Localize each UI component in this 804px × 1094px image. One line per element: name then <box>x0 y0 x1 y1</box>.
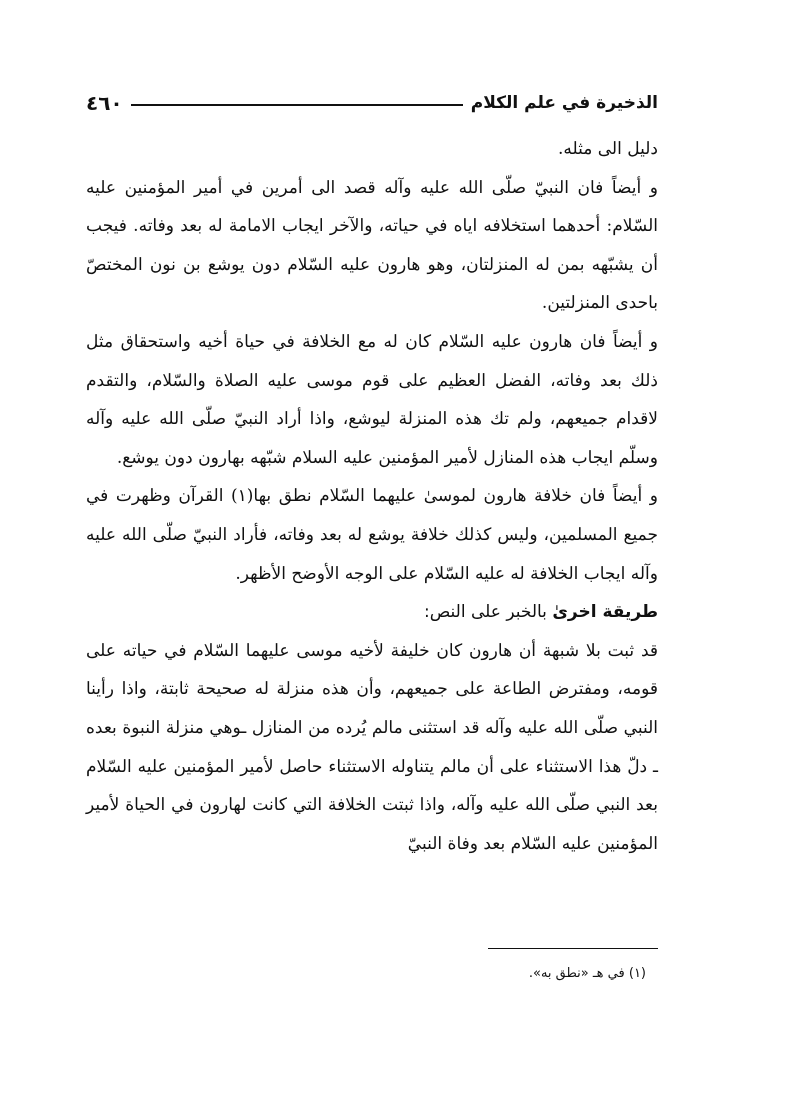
page-header <box>86 86 658 120</box>
paragraph-3: و أيضاً فان هارون عليه السّلام كان له مع الخلافة في حياة أخيه واستحقاق مثل ذلك بعد وفاته، الفضل العظيم على قوم موسى عليه الصلاة والسّلام، والتقدم لاقدام جميعهم، ولم تك هذه المنزلة ليوشع، واذا أراد النبيّ صلّى الله عليه وآله وسلّم ايجاب هذه المنازل لأمير المؤمنين عليه السلام شبّهه بهارون دون يوشع. <box>86 331 658 468</box>
paragraph-5: قد ثبت بلا شبهة أن هارون كان خليفة لأخيه موسى عليهما السّلام في حياته على قومه، ومفترض الطاعة على جميعهم، وأن هذه منزلة له صحيحة ثابتة، واذا رأينا النبي صلّى الله عليه وآله قد استثنى مالم يُرده من المنازل ـوهي منزلة النبوة بعده ـ دلّ هذا الاستثناء على أن مالم يتناوله الاستثناء حاصل لأمير المؤمنين عليه السّلام بعد النبي صلّى الله عليه وآله، واذا ثبتت الخلافة التي كانت لهارون في الحياة لأمير المؤمنين عليه السّلام بعد وفاة النبيّ <box>86 640 658 854</box>
section-heading-bold: طريقة اخرىٰ <box>552 602 658 623</box>
running-title: الذخيرة في علم الكلام <box>470 93 658 113</box>
paragraph-2: و أيضاً فان النبيّ صلّى الله عليه وآله قصد الى أمرين في أمير المؤمنين عليه السّلام: أحدهما استخلافه اياه في حياته، والآخر ايجاب الامامة له بعد وفاته. فيجب أن يشبّهه بمن له المنزلتان، وهو هارون عليه السّلام دون يوشع بن نون المختصّ باحدى المنزلتين. <box>86 177 658 314</box>
page-number: ٤٦٠ <box>86 91 123 115</box>
paragraph-4: و أيضاً فان خلافة هارون لموسىٰ عليهما السّلام نطق بها(١) القرآن وظهرت في جميع المسلمين، وليس كذلك خلافة يوشع له بعد وفاته، فأراد النبيّ صلّى الله عليه وآله ايجاب الخلافة له عليه السّلام على الوجه الأوضح الأظهر. <box>86 486 658 584</box>
body-text <box>86 130 658 863</box>
document-page <box>86 86 658 1046</box>
footnote: (١) في هـ «نطق به». <box>528 966 646 981</box>
paragraph-1: دليل الى مثله. <box>557 139 658 159</box>
section-heading <box>86 593 658 632</box>
section-heading-rest: بالخبر على النص: <box>424 602 553 623</box>
footnote-rule <box>488 948 658 949</box>
header-rule <box>131 104 463 106</box>
